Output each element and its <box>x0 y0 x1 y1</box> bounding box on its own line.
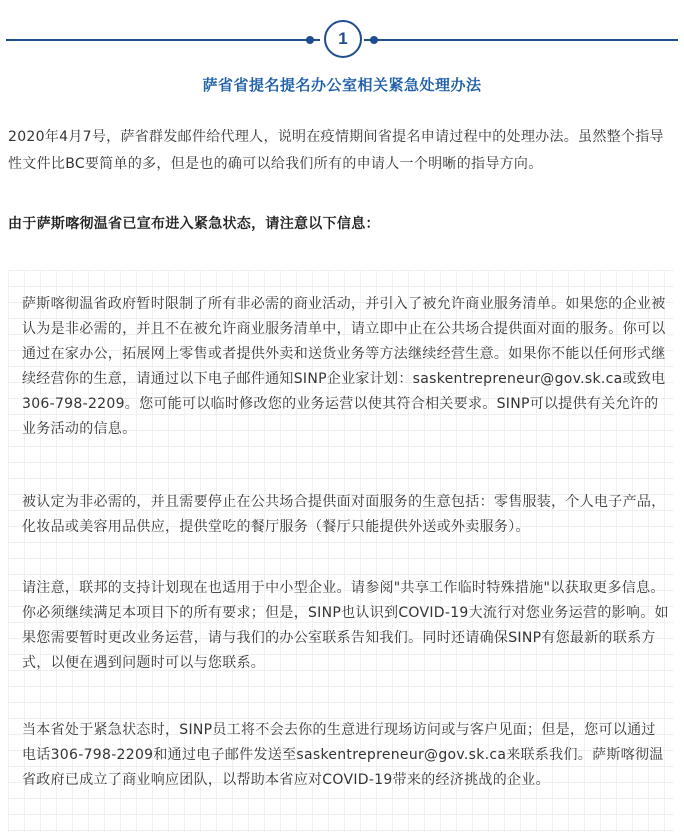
body-paragraph-3: 请注意，联邦的支持计划现在也适用于中小型企业。请参阅"共享工作临时特殊措施"以获取更多信息。你必须继续满足本项目下的所有要求；但是，SINP也认识到COVID-19大流行对您业务运营的影响。如果您需要暂时更改业务运营，请与我们的办公室联系告知我们。同时还请确保SINP有您最新的联系方式，以便在遇到问题时可以与您联系。 <box>22 580 669 671</box>
section-number-badge: 1 <box>324 20 362 58</box>
section-header-divider <box>6 14 678 66</box>
notice-heading: 由于萨斯喀彻温省已宣布进入紧急状态，请注意以下信息： <box>8 216 380 232</box>
body-paragraph-1: 萨斯喀彻温省政府暂时限制了所有非必需的商业活动，并引入了被允许商业服务清单。如果您的企业被认为是非必需的，并且不在被允许商业服务清单中，请立即中止在公共场合提供面对面的服务。你可以通过在家办公，拓展网上零售或者提供外卖和送货业务等方法继续经营生意。如果你不能以任何形式继续经营你的生意，请通过以下电子邮件通知SINP企业家计划：saskentrepreneur@gov.sk.ca或致电306-798-2209。您可能可以临时修改您的业务运营以使其符合相关要求。SINP可以提供有关允许的业务活动的信息。 <box>22 296 666 437</box>
divider-line-left <box>6 39 320 41</box>
divider-line-right <box>364 39 678 41</box>
section-title: 萨省省提名提名办公室相关紧急处理办法 <box>202 76 482 94</box>
intro-paragraph: 2020年4月7号，萨省群发邮件给代理人，说明在疫情期间省提名申请过程中的处理办法。虽然整个指导性文件比BC要简单的多，但是也的确可以给我们所有的申请人一个明晰的指导方向。 <box>8 129 664 172</box>
body-paragraph-2: 被认定为非必需的，并且需要停止在公共场合提供面对面服务的生意包括：零售服装，个人电子产品，化妆品或美容用品供应，提供堂吃的餐厅服务（餐厅只能提供外送或外卖服务）。 <box>22 494 666 535</box>
divider-dot-left <box>306 36 314 44</box>
body-paragraph-4: 当本省处于紧急状态时，SINP员工将不会去你的生意进行现场访问或与客户见面；但是，您可以通过电话306-798-2209和通过电子邮件发送至saskentrepreneur@gov.sk.ca来联系我们。萨斯喀彻温省政府已成立了商业响应团队，以帮助本省应对COVID-19带来的经济挑战的企业。 <box>22 722 664 788</box>
